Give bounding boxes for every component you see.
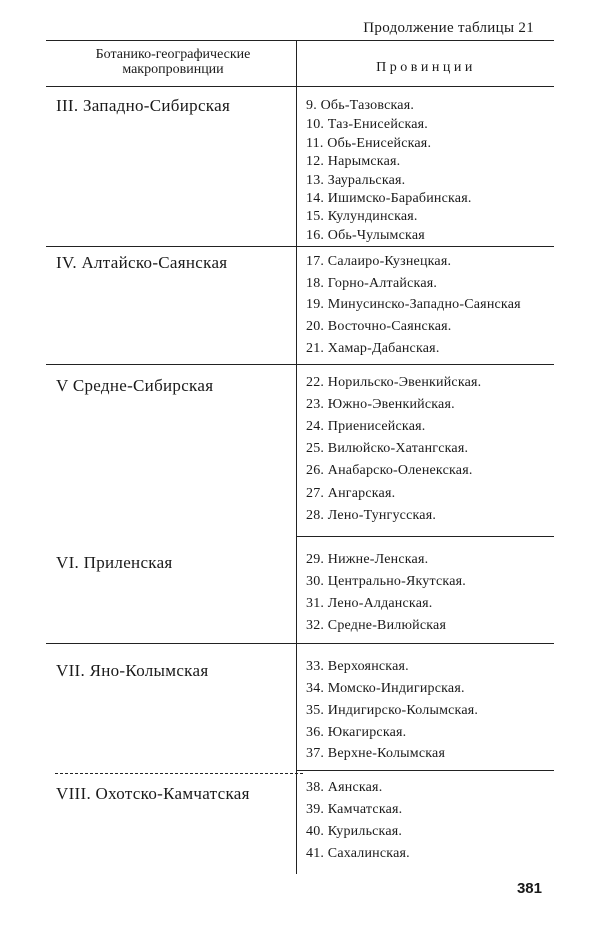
province-23: 23. Южно-Эвенкийская. bbox=[306, 397, 455, 412]
province-39: 39. Камчатская. bbox=[306, 802, 403, 817]
group-separator bbox=[296, 770, 554, 771]
province-37: 37. Верхне-Колымская bbox=[306, 746, 446, 761]
province-11: 11. Обь-Енисейская. bbox=[306, 136, 432, 151]
column-header-provinces: Провинции bbox=[376, 60, 476, 75]
column-header-macroprovinces: Ботанико-географические макропровинции bbox=[95, 47, 251, 77]
province-27: 27. Ангарская. bbox=[306, 486, 396, 501]
province-24: 24. Приенисейская. bbox=[306, 419, 426, 434]
province-21: 21. Хамар-Дабанская. bbox=[306, 341, 440, 356]
province-30: 30. Центрально-Якутская. bbox=[306, 574, 466, 589]
header-bottom-rule bbox=[46, 86, 554, 87]
macroprovince-8: VIII. Охотско-Камчатская bbox=[56, 784, 250, 803]
continued-caption: Продолжение таблицы 21 bbox=[363, 20, 534, 36]
province-15: 15. Кулундинская. bbox=[306, 209, 418, 224]
province-14: 14. Ишимско-Барабинская. bbox=[306, 191, 472, 206]
province-31: 31. Лено-Алданская. bbox=[306, 596, 433, 611]
table-top-rule bbox=[46, 40, 554, 41]
province-26: 26. Анабарско-Оленекская. bbox=[306, 463, 473, 478]
province-19: 19. Минусинско-Западно-Саянская bbox=[306, 297, 521, 312]
province-20: 20. Восточно-Саянская. bbox=[306, 319, 452, 334]
group-separator-faint bbox=[55, 773, 303, 774]
page-number: 381 bbox=[516, 880, 542, 897]
group-separator bbox=[46, 364, 554, 365]
province-32: 32. Средне-Вилюйская bbox=[306, 618, 447, 633]
province-38: 38. Аянская. bbox=[306, 780, 383, 795]
province-18: 18. Горно-Алтайская. bbox=[306, 276, 438, 291]
group-separator bbox=[46, 643, 554, 644]
province-13: 13. Зауральская. bbox=[306, 173, 406, 188]
province-10: 10. Таз-Енисейская. bbox=[306, 117, 428, 132]
province-33: 33. Верхоянская. bbox=[306, 659, 409, 674]
province-36: 36. Юкагирская. bbox=[306, 725, 407, 740]
macroprovince-6: VI. Приленская bbox=[56, 553, 173, 572]
group-separator bbox=[296, 536, 554, 537]
macroprovince-5: V Средне-Сибирская bbox=[56, 376, 214, 395]
province-25: 25. Вилюйско-Хатангская. bbox=[306, 441, 469, 456]
province-34: 34. Момско-Индигирская. bbox=[306, 681, 465, 696]
province-41: 41. Сахалинская. bbox=[306, 846, 410, 861]
macroprovince-7: VII. Яно-Колымская bbox=[56, 661, 209, 680]
province-28: 28. Лено-Тунгусская. bbox=[306, 508, 437, 523]
province-12: 12. Нарымская. bbox=[306, 154, 401, 169]
macroprovince-3: III. Западно-Сибирская bbox=[56, 96, 231, 115]
province-17: 17. Салаиро-Кузнецкая. bbox=[306, 254, 452, 269]
macroprovince-4: IV. Алтайско-Саянская bbox=[56, 253, 228, 272]
province-22: 22. Норильско-Эвенкийская. bbox=[306, 375, 482, 390]
province-40: 40. Курильская. bbox=[306, 824, 403, 839]
province-16: 16. Обь-Чулымская bbox=[306, 228, 425, 243]
province-29: 29. Нижне-Ленская. bbox=[306, 552, 429, 567]
province-35: 35. Индигирско-Колымская. bbox=[306, 703, 479, 718]
province-9: 9. Обь-Тазовская. bbox=[306, 98, 415, 113]
column-divider bbox=[296, 40, 297, 874]
group-separator bbox=[46, 246, 554, 247]
